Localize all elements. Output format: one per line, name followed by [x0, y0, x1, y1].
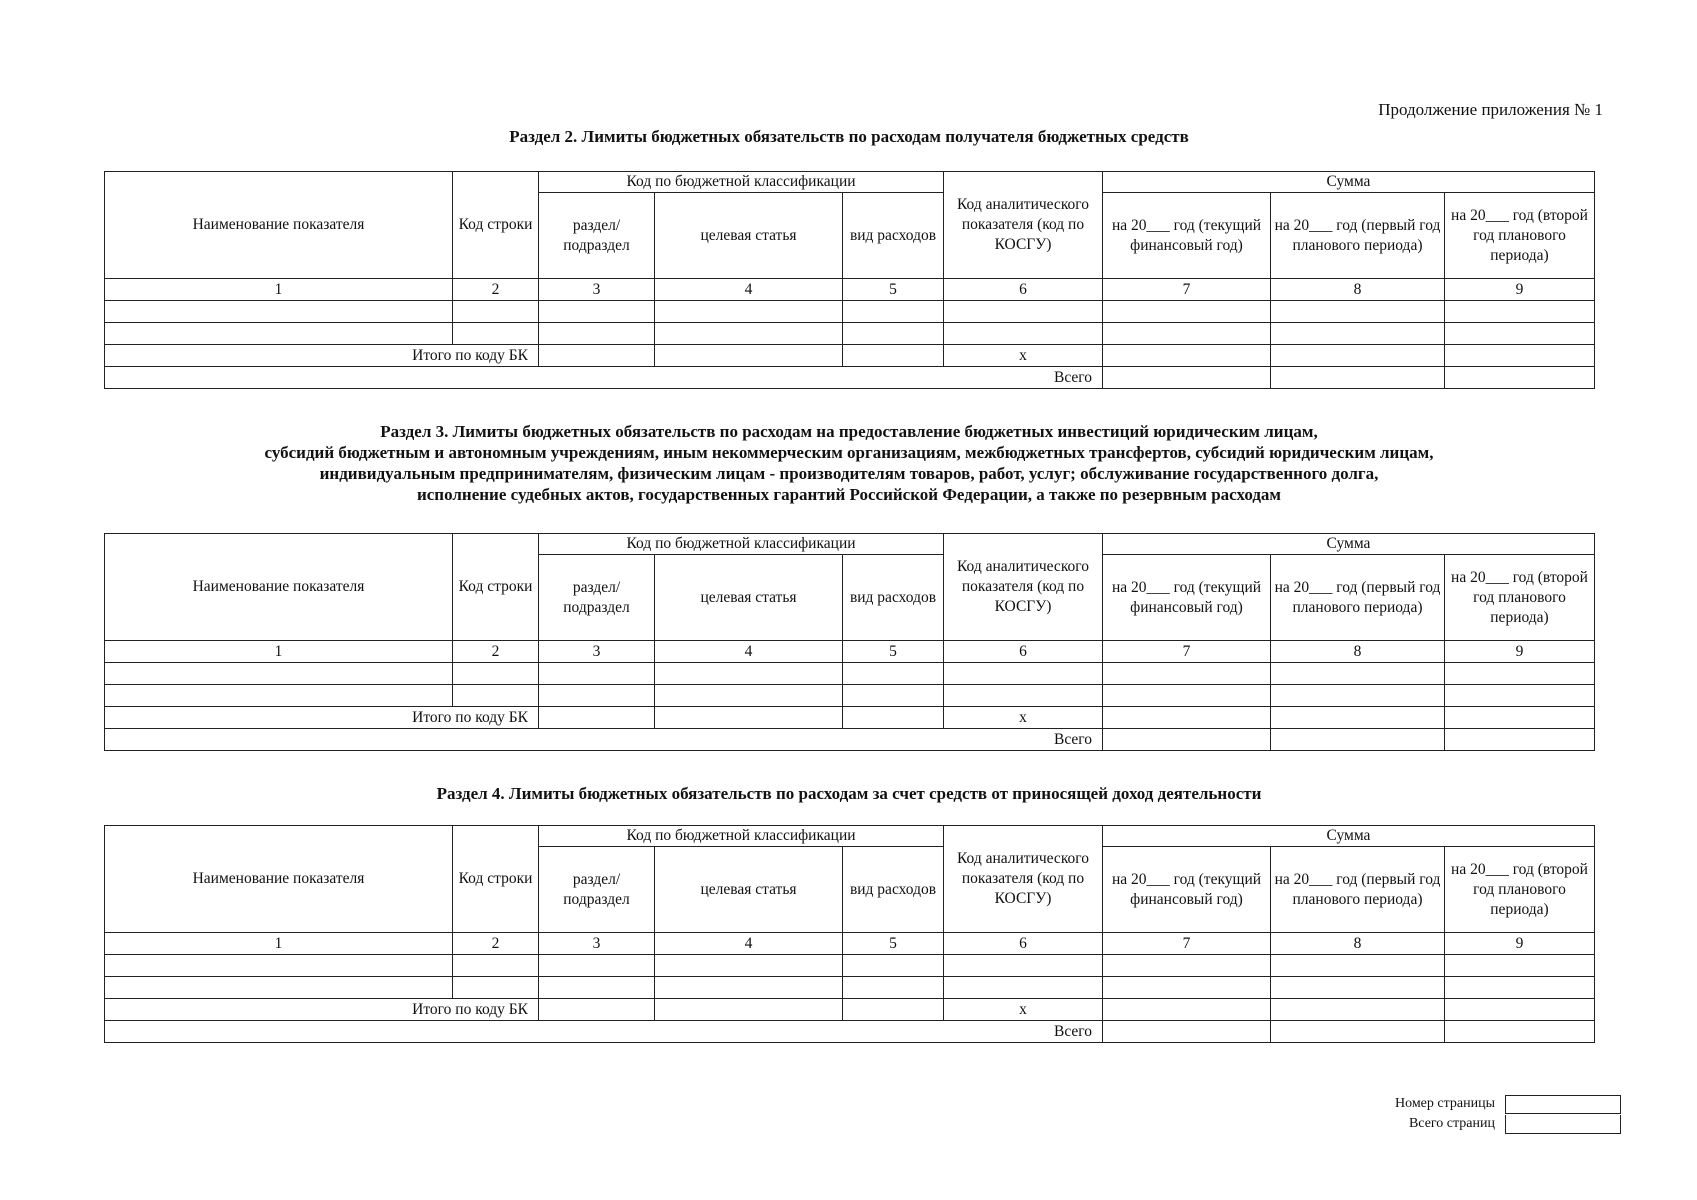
total-by-bk-row [105, 345, 1595, 367]
table-cell[interactable] [105, 301, 453, 323]
header-analytic-code: Код аналитического показателя (код по КОСГУ) [944, 172, 1103, 279]
table-cell[interactable] [539, 977, 655, 999]
table-cell[interactable] [1103, 301, 1271, 323]
col-number: 6 [944, 933, 1103, 955]
grand-total-row [105, 1021, 1595, 1043]
table-cell[interactable] [1271, 729, 1445, 751]
table-cell[interactable] [105, 955, 453, 977]
header-expense-type: вид расходов [843, 193, 944, 279]
table-cell[interactable] [944, 301, 1103, 323]
section-3-title-line: индивидуальным предпринимателям, физическим лицам - производителям товаров, работ, услуг; обслуживание государственного долга, [319, 464, 1379, 483]
grand-total-row [105, 729, 1595, 751]
table-cell[interactable] [655, 955, 843, 977]
header-analytic-code: Код аналитического показателя (код по КОСГУ) [944, 534, 1103, 641]
table-cell[interactable] [1445, 977, 1595, 999]
table-cell[interactable] [1271, 663, 1445, 685]
total-by-bk-row [105, 999, 1595, 1021]
table-cell[interactable] [1445, 707, 1595, 729]
column-number-row [105, 933, 1595, 955]
grand-total-label: Всего [105, 1021, 1103, 1043]
header-section: раздел/ подраздел [539, 847, 655, 933]
table-cell[interactable] [539, 999, 655, 1021]
table-cell[interactable] [539, 707, 655, 729]
col-number: 8 [1271, 279, 1445, 301]
section-3-title-line: исполнение судебных актов, государственных гарантий Российской Федерации, а также по резервным расходам [416, 485, 1282, 504]
grand-total-label: Всего [105, 367, 1103, 389]
table-row [105, 301, 1595, 323]
x-mark: x [944, 999, 1103, 1021]
table-cell[interactable] [1271, 977, 1445, 999]
col-number: 3 [539, 641, 655, 663]
table-cell[interactable] [944, 663, 1103, 685]
page-number-row [1325, 1094, 1621, 1114]
table-cell[interactable] [105, 323, 453, 345]
table-cell[interactable] [1271, 367, 1445, 389]
page-numbering [1325, 1094, 1621, 1134]
col-number: 9 [1445, 933, 1595, 955]
table-cell[interactable] [453, 955, 539, 977]
table-cell[interactable] [105, 663, 453, 685]
table-cell[interactable] [1445, 367, 1595, 389]
header-name: Наименование показателя [105, 172, 453, 279]
header-year-first: на 20___ год (первый год планового периода) [1271, 555, 1445, 641]
table-cell[interactable] [1445, 345, 1595, 367]
table-cell[interactable] [1103, 367, 1271, 389]
table-cell[interactable] [539, 955, 655, 977]
header-sum: Сумма [1103, 826, 1595, 847]
table-row [105, 977, 1595, 999]
table-cell[interactable] [655, 999, 843, 1021]
table-cell[interactable] [655, 685, 843, 707]
table-cell[interactable] [1103, 977, 1271, 999]
table-cell[interactable] [1445, 301, 1595, 323]
table-cell[interactable] [1103, 663, 1271, 685]
table-cell[interactable] [453, 685, 539, 707]
total-by-bk-label: Итого по коду БК [105, 999, 539, 1021]
col-number: 3 [539, 279, 655, 301]
col-number: 2 [453, 641, 539, 663]
column-number-row [105, 641, 1595, 663]
table-cell[interactable] [105, 977, 453, 999]
col-number: 4 [655, 641, 843, 663]
table-cell[interactable] [1103, 999, 1271, 1021]
table-cell[interactable] [1445, 999, 1595, 1021]
header-year-current: на 20___ год (текущий финансовый год) [1103, 847, 1271, 933]
table-cell[interactable] [1445, 1021, 1595, 1043]
table-cell[interactable] [944, 977, 1103, 999]
table-row [105, 663, 1595, 685]
col-number: 3 [539, 933, 655, 955]
header-year-first: на 20___ год (первый год планового периода) [1271, 193, 1445, 279]
total-by-bk-row [105, 707, 1595, 729]
section-3-title [104, 421, 1594, 505]
header-year-current: на 20___ год (текущий финансовый год) [1103, 193, 1271, 279]
section-4-table [104, 825, 1595, 1043]
table-cell[interactable] [843, 345, 944, 367]
col-number: 9 [1445, 641, 1595, 663]
header-target-item: целевая статья [655, 847, 843, 933]
total-pages-label: Всего страниц [1408, 1116, 1495, 1131]
table-cell[interactable] [1271, 345, 1445, 367]
header-bk-code: Код по бюджетной классификации [539, 534, 944, 555]
table-cell[interactable] [1103, 729, 1271, 751]
col-number: 7 [1103, 933, 1271, 955]
header-analytic-code: Код аналитического показателя (код по КОСГУ) [944, 826, 1103, 933]
table-cell[interactable] [843, 999, 944, 1021]
table-cell[interactable] [1271, 707, 1445, 729]
table-cell[interactable] [843, 301, 944, 323]
header-line-code: Код строки [453, 172, 539, 279]
col-number: 9 [1445, 279, 1595, 301]
table-cell[interactable] [1103, 1021, 1271, 1043]
table-cell[interactable] [1271, 955, 1445, 977]
header-line-code: Код строки [453, 826, 539, 933]
header-section: раздел/ подраздел [539, 555, 655, 641]
col-number: 1 [105, 279, 453, 301]
section-2-title-line: Раздел 2. Лимиты бюджетных обязательств по расходам получателя бюджетных средств [509, 127, 1189, 146]
total-pages-field[interactable] [1505, 1115, 1621, 1134]
header-target-item: целевая статья [655, 555, 843, 641]
table-cell[interactable] [843, 323, 944, 345]
col-number: 4 [655, 933, 843, 955]
table-cell[interactable] [843, 977, 944, 999]
total-by-bk-label: Итого по коду БК [105, 345, 539, 367]
table-cell[interactable] [1445, 729, 1595, 751]
table-cell[interactable] [655, 345, 843, 367]
section-4-title-line: Раздел 4. Лимиты бюджетных обязательств по расходам за счет средств от приносящей доход деятельности [436, 784, 1262, 803]
table-cell[interactable] [1271, 301, 1445, 323]
table-cell[interactable] [1445, 663, 1595, 685]
table-cell[interactable] [655, 323, 843, 345]
col-number: 8 [1271, 641, 1445, 663]
header-sum: Сумма [1103, 534, 1595, 555]
col-number: 7 [1103, 279, 1271, 301]
table-cell[interactable] [539, 345, 655, 367]
col-number: 1 [105, 933, 453, 955]
table-cell[interactable] [1271, 1021, 1445, 1043]
total-pages-row [1325, 1114, 1621, 1134]
header-sum: Сумма [1103, 172, 1595, 193]
header-bk-code: Код по бюджетной классификации [539, 172, 944, 193]
header-year-first: на 20___ год (первый год планового периода) [1271, 847, 1445, 933]
header-bk-code: Код по бюджетной классификации [539, 826, 944, 847]
table-cell[interactable] [453, 663, 539, 685]
table-cell[interactable] [655, 977, 843, 999]
header-year-second: на 20___ год (второй год планового периода) [1445, 555, 1595, 641]
header-line-code: Код строки [453, 534, 539, 641]
total-by-bk-label: Итого по коду БК [105, 707, 539, 729]
col-number: 5 [843, 279, 944, 301]
table-cell[interactable] [1103, 955, 1271, 977]
header-year-second: на 20___ год (второй год планового периода) [1445, 847, 1595, 933]
table-cell[interactable] [539, 663, 655, 685]
table-cell[interactable] [655, 707, 843, 729]
table-cell[interactable] [1445, 955, 1595, 977]
table-cell[interactable] [843, 955, 944, 977]
section-3-title-line: Раздел 3. Лимиты бюджетных обязательств по расходам на предоставление бюджетных инвестиций юридическим лицам, [380, 422, 1318, 441]
table-cell[interactable] [1445, 323, 1595, 345]
table-row [105, 685, 1595, 707]
continuation-note: Продолжение приложения № 1 [1378, 100, 1603, 119]
section-2-table [104, 171, 1595, 389]
col-number: 8 [1271, 933, 1445, 955]
table-row [105, 323, 1595, 345]
page-number-field[interactable] [1505, 1095, 1621, 1114]
col-number: 2 [453, 279, 539, 301]
header-expense-type: вид расходов [843, 847, 944, 933]
table-cell[interactable] [1103, 345, 1271, 367]
table-cell[interactable] [1445, 685, 1595, 707]
header-name: Наименование показателя [105, 534, 453, 641]
table-cell[interactable] [1103, 707, 1271, 729]
section-3-title-line: субсидий бюджетным и автономным учреждениям, иным некоммерческим организациям, межбюджетных трансфертов, субсидий юридическим лицам, [264, 443, 1434, 462]
header-target-item: целевая статья [655, 193, 843, 279]
header-expense-type: вид расходов [843, 555, 944, 641]
col-number: 2 [453, 933, 539, 955]
table-cell[interactable] [843, 707, 944, 729]
table-cell[interactable] [843, 685, 944, 707]
table-cell[interactable] [1103, 685, 1271, 707]
page-number-label: Номер страницы [1394, 1096, 1495, 1111]
table-cell[interactable] [539, 301, 655, 323]
table-cell[interactable] [1271, 999, 1445, 1021]
table-cell[interactable] [944, 685, 1103, 707]
table-cell[interactable] [843, 663, 944, 685]
grand-total-row [105, 367, 1595, 389]
table-cell[interactable] [539, 685, 655, 707]
table-row [105, 955, 1595, 977]
x-mark: x [944, 707, 1103, 729]
section-4-title [104, 783, 1594, 804]
table-cell[interactable] [655, 663, 843, 685]
header-section: раздел/ подраздел [539, 193, 655, 279]
table-cell[interactable] [944, 323, 1103, 345]
section-3-table [104, 533, 1595, 751]
table-cell[interactable] [105, 685, 453, 707]
table-cell[interactable] [453, 301, 539, 323]
col-number: 7 [1103, 641, 1271, 663]
column-number-row [105, 279, 1595, 301]
table-cell[interactable] [453, 977, 539, 999]
table-cell[interactable] [655, 301, 843, 323]
table-cell[interactable] [1103, 323, 1271, 345]
col-number: 1 [105, 641, 453, 663]
header-year-second: на 20___ год (второй год планового периода) [1445, 193, 1595, 279]
col-number: 6 [944, 641, 1103, 663]
table-cell[interactable] [453, 323, 539, 345]
col-number: 4 [655, 279, 843, 301]
table-cell[interactable] [1271, 323, 1445, 345]
table-cell[interactable] [539, 323, 655, 345]
col-number: 5 [843, 933, 944, 955]
table-cell[interactable] [1271, 685, 1445, 707]
col-number: 6 [944, 279, 1103, 301]
header-year-current: на 20___ год (текущий финансовый год) [1103, 555, 1271, 641]
col-number: 5 [843, 641, 944, 663]
table-cell[interactable] [944, 955, 1103, 977]
section-2-title [104, 126, 1594, 147]
header-name: Наименование показателя [105, 826, 453, 933]
x-mark: x [944, 345, 1103, 367]
grand-total-label: Всего [105, 729, 1103, 751]
